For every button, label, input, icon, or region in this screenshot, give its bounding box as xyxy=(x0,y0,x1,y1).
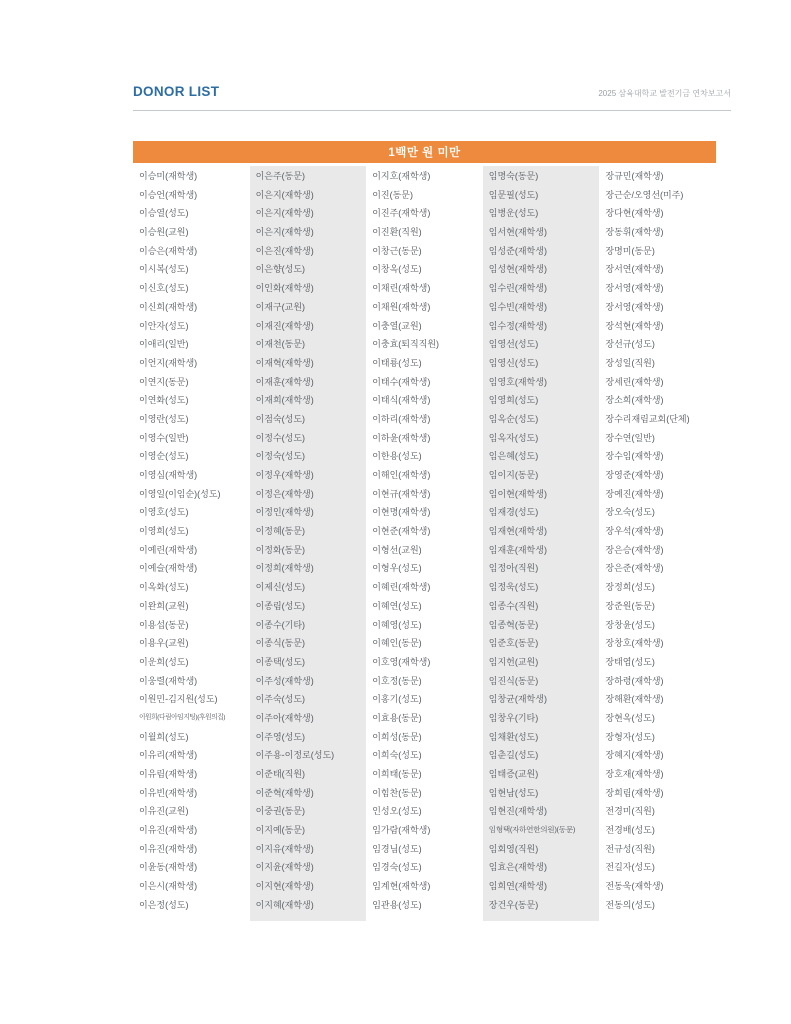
donor-name: 이연지(동문) xyxy=(139,376,189,387)
donor-name: 임영신(성도) xyxy=(488,357,539,368)
donor-name: 이종식(동문) xyxy=(255,638,306,649)
donor-name: 이호영(재학생) xyxy=(372,656,431,667)
donor-name: 이정은(재학생) xyxy=(255,488,314,499)
donor-name: 임수빈(재학생) xyxy=(488,301,547,312)
donor-name: 이준혁(재학생) xyxy=(255,787,314,798)
donor-name: 이충열(교원) xyxy=(372,320,422,331)
donor-name: 이유리(재학생) xyxy=(139,750,198,761)
section-banner xyxy=(133,141,716,163)
page-header xyxy=(133,84,731,111)
donor-name: 이웅렬(재학생) xyxy=(139,675,198,686)
donor-name: 이재진(재학생) xyxy=(255,320,314,331)
donor-name: 이형우(성도) xyxy=(372,563,422,574)
donor-name: 이은지(재학생) xyxy=(255,227,314,238)
donor-name: 임재훈(재학생) xyxy=(488,544,547,555)
donor-name: 이완희(교원) xyxy=(139,600,189,611)
donor-name: 이영심(재학생) xyxy=(139,470,198,480)
donor-name: 장동휘(재학생) xyxy=(605,227,664,238)
donor-name: 임창균(재학생) xyxy=(488,694,547,705)
donor-name: 임명숙(동문) xyxy=(488,171,539,181)
donor-name: 이운희(성도) xyxy=(139,656,189,667)
donor-name: 이승미(재학생) xyxy=(139,171,198,181)
donor-name: 이중권(동문) xyxy=(255,806,306,817)
donor-name: 임성준(재학생) xyxy=(488,245,547,256)
donor-name: 이재혁(재학생) xyxy=(255,357,314,368)
donor-name: 임현진(재학생) xyxy=(488,806,547,817)
donor-name: 임형택(자하연한의원)(동문) xyxy=(488,825,576,835)
donor-name: 이지호(재학생) xyxy=(372,171,431,181)
donor-name: 이혜린(재학생) xyxy=(372,582,431,593)
page-title: DONOR LIST xyxy=(133,84,220,99)
donor-name: 이옥화(성도) xyxy=(139,582,189,593)
donor-name: 이호정(동문) xyxy=(372,675,422,686)
donor-name: 이힘찬(동문) xyxy=(372,787,422,798)
donor-name: 이채린(재학생) xyxy=(372,283,431,294)
donor-name: 이안자(성도) xyxy=(139,320,189,331)
donor-name: 임정아(직원) xyxy=(488,563,539,574)
donor-name: 이은향(성도) xyxy=(255,264,306,275)
donor-name: 이은진(재학생) xyxy=(255,245,314,256)
donor-name: 장서영(재학생) xyxy=(605,283,664,294)
donor-name: 이은지(재학생) xyxy=(255,208,314,219)
donor-name: 이진환(직원) xyxy=(372,227,422,238)
donor-name: 이제신(성도) xyxy=(255,582,306,593)
donor-name: 장예진(재학생) xyxy=(605,488,664,499)
donor-name: 이은지(재학생) xyxy=(255,189,314,200)
donor-name: 이종수(기타) xyxy=(255,619,306,630)
donor-name: 이정혜(동문) xyxy=(255,526,306,537)
donor-name: 장서연(재학생) xyxy=(605,264,664,275)
donor-name: 이진(동문) xyxy=(372,189,413,200)
donor-name: 이승원(교원) xyxy=(139,227,189,238)
donor-name: 이윤동(재학생) xyxy=(139,862,198,873)
donor-name: 임현남(성도) xyxy=(488,787,539,798)
donor-name: 임효은(재학생) xyxy=(488,862,547,873)
donor-name: 이형선(교원) xyxy=(372,544,422,555)
donor-name: 장선규(성도) xyxy=(605,339,655,350)
donor-name: 장석현(재학생) xyxy=(605,320,664,331)
donor-name: 이지윤(재학생) xyxy=(255,862,314,873)
donor-name: 이희성(동문) xyxy=(372,731,422,742)
donor-name: 전규성(직원) xyxy=(605,843,655,854)
donor-name: 장형자(성도) xyxy=(605,731,655,742)
donor-name: 임지헌(교원) xyxy=(488,656,539,667)
donor-name: 임영호(재학생) xyxy=(488,376,547,387)
donor-name: 장은준(재학생) xyxy=(605,563,664,574)
donor-name: 전동욱(재학생) xyxy=(605,881,664,892)
donor-name: 이현규(재학생) xyxy=(372,488,431,499)
donor-name: 장하령(재학생) xyxy=(605,675,664,686)
donor-name: 이은정(성도) xyxy=(139,899,189,910)
donor-name: 이정인(재학생) xyxy=(255,507,314,518)
donor-name: 이신희(재학생) xyxy=(139,301,198,312)
donor-name: 임이지(동문) xyxy=(488,470,539,480)
donor-name: 이애리(일반) xyxy=(139,339,189,350)
donor-name: 이창옥(성도) xyxy=(372,264,422,275)
donor-name: 이희태(동문) xyxy=(372,769,422,779)
donor-column xyxy=(483,166,600,921)
donor-name: 이태식(재학생) xyxy=(372,395,431,406)
donor-name: 장오숙(성도) xyxy=(605,507,655,518)
donor-name: 장규민(재학생) xyxy=(605,171,664,181)
donor-name: 이종택(성도) xyxy=(255,656,306,667)
donor-name: 임병운(성도) xyxy=(488,208,539,219)
donor-name: 이연화(성도) xyxy=(139,395,189,406)
donor-name: 이홍기(성도) xyxy=(372,694,422,705)
donor-name: 이지혜(재학생) xyxy=(255,899,314,910)
donor-name: 장건우(동문) xyxy=(488,899,539,910)
donor-name: 임창우(기타) xyxy=(488,712,539,723)
donor-name: 이주영(성도) xyxy=(255,731,306,742)
donor-name: 이혜영(성도) xyxy=(372,619,422,630)
donor-name: 장희림(재학생) xyxy=(605,787,664,798)
donor-name: 장준원(동문) xyxy=(605,600,655,611)
donor-name: 임재경(성도) xyxy=(488,507,539,518)
donor-name: 이예린(재학생) xyxy=(139,544,198,555)
donor-name: 전경미(직원) xyxy=(605,806,655,817)
donor-name: 이승열(성도) xyxy=(139,208,189,219)
donor-name: 임문필(성도) xyxy=(488,189,539,200)
donor-name: 장호재(재학생) xyxy=(605,769,664,779)
donor-name: 장정희(성도) xyxy=(605,582,655,593)
donor-grid xyxy=(133,166,716,921)
donor-name: 임진식(동문) xyxy=(488,675,539,686)
donor-name: 이재희(재학생) xyxy=(255,395,314,406)
donor-name: 이효용(동문) xyxy=(372,712,422,723)
donor-name: 임서현(재학생) xyxy=(488,227,547,238)
donor-name: 임옥순(성도) xyxy=(488,413,539,424)
donor-name: 전동의(성도) xyxy=(605,899,655,910)
donor-name: 이유진(교원) xyxy=(139,806,189,817)
donor-name: 이용우(교원) xyxy=(139,638,189,649)
donor-name: 임춘길(성도) xyxy=(488,750,539,761)
donor-name: 이유진(재학생) xyxy=(139,825,198,836)
donor-name: 이태룡(성도) xyxy=(372,357,422,368)
donor-name: 이정화(동문) xyxy=(255,544,306,555)
donor-name: 임종혁(동문) xyxy=(488,619,539,630)
donor-name: 이인화(재학생) xyxy=(255,283,314,294)
donor-name: 이종림(성도) xyxy=(255,600,306,611)
donor-name: 이승은(재학생) xyxy=(139,245,198,256)
donor-name: 이충효(퇴직직원) xyxy=(372,339,440,350)
donor-name: 이희숙(성도) xyxy=(372,750,422,761)
donor-name: 장수임(재학생) xyxy=(605,451,664,462)
donor-name: 장다현(재학생) xyxy=(605,208,664,219)
donor-name: 임옥자(성도) xyxy=(488,432,539,443)
donor-name: 이재천(동문) xyxy=(255,339,306,350)
donor-name: 이주성(재학생) xyxy=(255,675,314,686)
donor-name: 이혜인(동문) xyxy=(372,638,422,649)
donor-column xyxy=(366,166,483,921)
donor-name: 이영란(성도) xyxy=(139,413,189,424)
donor-name: 이주용-이정로(성도) xyxy=(255,750,335,761)
donor-name: 장성일(직원) xyxy=(605,357,655,368)
donor-name: 인성오(성도) xyxy=(372,806,422,817)
donor-name: 전길자(성도) xyxy=(605,862,655,873)
donor-name: 장현옥(성도) xyxy=(605,712,655,723)
donor-name: 이하리(재학생) xyxy=(372,413,431,424)
donor-name: 이영일(이임순)(성도) xyxy=(139,488,221,499)
donor-name: 이영호(성도) xyxy=(139,507,189,518)
donor-name: 이은주(동문) xyxy=(255,171,306,181)
donor-name: 장태엽(성도) xyxy=(605,656,655,667)
donor-name: 이주아(재학생) xyxy=(255,712,314,723)
donor-name: 이현명(재학생) xyxy=(372,507,431,518)
donor-name: 임이현(재학생) xyxy=(488,488,547,499)
donor-name: 장우석(재학생) xyxy=(605,526,664,537)
donor-name: 장수리재림교회(단체) xyxy=(605,413,690,424)
donor-name: 장서영(재학생) xyxy=(605,301,664,312)
donor-name: 이지예(동문) xyxy=(255,825,306,836)
donor-name: 이태수(재학생) xyxy=(372,376,431,387)
donor-name: 장은승(재학생) xyxy=(605,544,664,555)
donor-name: 임회영(직원) xyxy=(488,843,539,854)
donor-name: 이채원(재학생) xyxy=(372,301,431,312)
donor-name: 이신호(성도) xyxy=(139,283,189,294)
donor-name: 임계현(재학생) xyxy=(372,881,431,892)
donor-name: 임경숙(성도) xyxy=(372,862,422,873)
donor-column xyxy=(250,166,367,921)
donor-name: 이원희(다림아임지팅)(후원의집) xyxy=(139,713,226,721)
donor-column xyxy=(133,166,250,921)
donor-name: 임종수(직원) xyxy=(488,600,539,611)
donor-name: 임은혜(성도) xyxy=(488,451,539,462)
donor-name: 이정희(재학생) xyxy=(255,563,314,574)
donor-name: 이승언(재학생) xyxy=(139,189,198,200)
donor-name: 장혜지(재학생) xyxy=(605,750,664,761)
donor-name: 임태증(교원) xyxy=(488,769,539,779)
donor-name: 임경님(성도) xyxy=(372,843,422,854)
donor-name: 이혜연(성도) xyxy=(372,600,422,611)
donor-name: 임정욱(성도) xyxy=(488,582,539,593)
donor-name: 이한용(성도) xyxy=(372,451,422,462)
donor-name: 임준호(동문) xyxy=(488,638,539,649)
section-banner-label: 1백만 원 미만 xyxy=(388,147,461,159)
donor-name: 장세린(재학생) xyxy=(605,376,664,387)
donor-name: 이원민-김지원(성도) xyxy=(139,694,218,705)
donor-name: 이시복(성도) xyxy=(139,264,189,275)
donor-name: 이은시(재학생) xyxy=(139,881,198,892)
donor-name: 이월희(성도) xyxy=(139,731,189,742)
donor-name: 장영준(재학생) xyxy=(605,470,664,480)
donor-name: 이예슬(재학생) xyxy=(139,563,198,574)
donor-name: 임수린(재학생) xyxy=(488,283,547,294)
donor-name: 임영선(성도) xyxy=(488,339,539,350)
donor-name: 이재훈(재학생) xyxy=(255,376,314,387)
donor-name: 장해환(재학생) xyxy=(605,694,664,705)
donor-name: 이창근(동문) xyxy=(372,245,422,256)
donor-name: 이유빈(재학생) xyxy=(139,787,198,798)
report-subtitle: 2025 삼육대학교 발전기금 연차보고서 xyxy=(598,89,731,98)
donor-name: 장창윤(성도) xyxy=(605,619,655,630)
donor-name: 이정수(성도) xyxy=(255,432,306,443)
donor-name: 이유진(재학생) xyxy=(139,843,198,854)
donor-name: 이현준(재학생) xyxy=(372,526,431,537)
donor-name: 이지유(재학생) xyxy=(255,843,314,854)
donor-name: 이정우(재학생) xyxy=(255,470,314,480)
donor-name: 전경배(성도) xyxy=(605,825,655,836)
donor-column xyxy=(599,166,716,921)
donor-name: 임영희(성도) xyxy=(488,395,539,406)
donor-name: 이용섭(동문) xyxy=(139,619,189,630)
donor-name: 임가람(재학생) xyxy=(372,825,431,836)
donor-name: 이점숙(성도) xyxy=(255,413,306,424)
donor-name: 임성현(재학생) xyxy=(488,264,547,275)
donor-name: 임재현(재학생) xyxy=(488,526,547,537)
donor-name: 임희연(재학생) xyxy=(488,881,547,892)
donor-name: 이해인(재학생) xyxy=(372,470,431,480)
donor-name: 이재구(교원) xyxy=(255,301,306,312)
donor-name: 이준태(직원) xyxy=(255,769,306,779)
donor-name: 이유림(재학생) xyxy=(139,769,198,779)
donor-name: 이영수(일반) xyxy=(139,432,189,443)
donor-name: 장명미(동문) xyxy=(605,245,655,256)
donor-name: 이영순(성도) xyxy=(139,451,189,462)
donor-name: 이정숙(성도) xyxy=(255,451,306,462)
donor-name: 이주숙(성도) xyxy=(255,694,306,705)
donor-name: 임수정(재학생) xyxy=(488,320,547,331)
donor-name: 임관용(성도) xyxy=(372,899,422,910)
donor-name: 임채환(성도) xyxy=(488,731,539,742)
donor-name: 장소희(재학생) xyxy=(605,395,664,406)
donor-name: 장창호(재학생) xyxy=(605,638,664,649)
donor-name: 장근순/오영선(미주) xyxy=(605,189,684,200)
donor-name: 이지현(재학생) xyxy=(255,881,314,892)
donor-name: 이진주(재학생) xyxy=(372,208,431,219)
donor-name: 이하윤(재학생) xyxy=(372,432,431,443)
donor-name: 이영희(성도) xyxy=(139,526,189,537)
donor-name: 장수연(일반) xyxy=(605,432,655,443)
donor-name: 이언지(재학생) xyxy=(139,357,198,368)
